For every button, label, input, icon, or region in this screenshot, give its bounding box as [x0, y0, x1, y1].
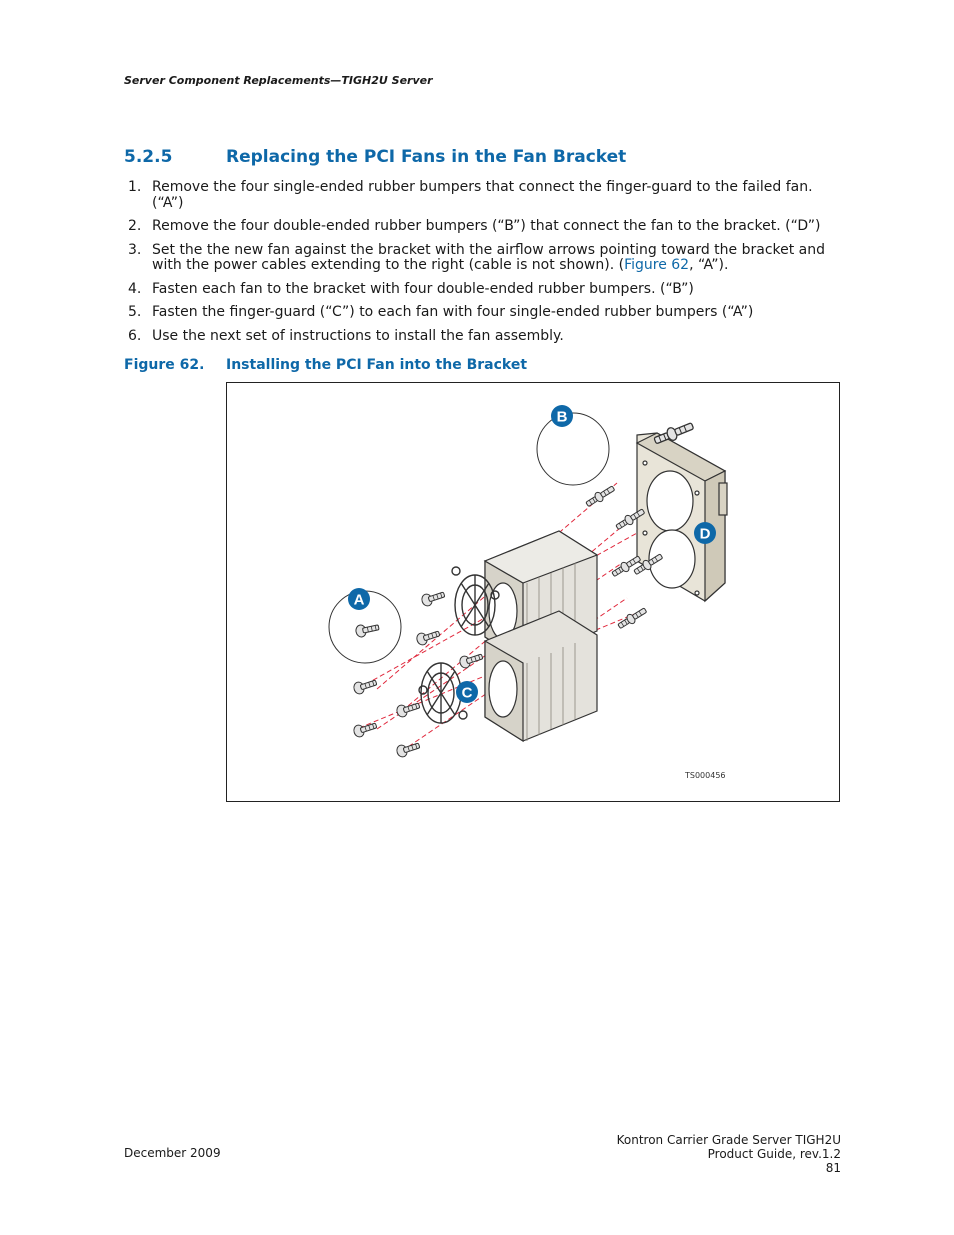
step-6 — [128, 329, 838, 345]
section-number: 5.2.5 — [124, 147, 173, 167]
callout-a-label: A — [353, 591, 365, 609]
section-title: Replacing the PCI Fans in the Fan Bracket — [226, 147, 627, 167]
step-text: Use the next set of instructions to install the fan assembly. — [152, 327, 564, 344]
callout-b-label: B — [556, 408, 568, 426]
footer-product-info — [617, 1133, 841, 1175]
procedure-steps — [128, 180, 838, 352]
step-2 — [128, 219, 838, 235]
fan-bracket — [637, 433, 727, 601]
step-text: Remove the four double-ended rubber bumpers (“B”) that connect the fan to the bracket. (“D”) — [152, 218, 821, 234]
footer-date: December 2009 — [124, 1146, 221, 1160]
step-text: Fasten the finger-guard (“C”) to each fan with four single-ended rubber bumpers (“A”) — [152, 304, 754, 320]
callout-a — [348, 588, 370, 610]
step-text-end: , “A”). — [689, 257, 729, 273]
figure-title: Installing the PCI Fan into the Bracket — [226, 357, 528, 373]
callout-c — [456, 681, 478, 703]
step-number: 4. — [128, 280, 142, 297]
footer-product: Kontron Carrier Grade Server TIGH2U — [616, 1133, 841, 1147]
callout-b — [551, 405, 573, 427]
step-text: Remove the four single-ended rubber bumpers that connect the finger-guard to the failed fan. (“A”) — [152, 179, 813, 211]
figure-frame — [226, 382, 840, 802]
step-text: Set the the new fan against the bracket with the airflow arrows pointing toward the bracket and with the power cables extending to the right (cable is not shown). ( — [152, 241, 826, 273]
callout-d-label: D — [699, 525, 711, 543]
figure-62-link[interactable]: Figure 62 — [624, 257, 690, 273]
step-3 — [128, 243, 838, 274]
footer-guide: Product Guide, rev.1.2 — [707, 1147, 841, 1161]
step-1 — [128, 180, 838, 211]
callout-d — [694, 522, 716, 544]
figure-number: Figure 62. — [124, 357, 205, 373]
section-heading — [124, 147, 626, 167]
running-header: Server Component Replacements—TIGH2U Server — [124, 74, 433, 87]
step-number: 2. — [128, 218, 142, 234]
step-4 — [128, 282, 838, 298]
figure-image-id: TS000456 — [685, 771, 726, 780]
step-number: 5. — [128, 304, 142, 320]
figure-caption — [124, 357, 527, 373]
step-number: 3. — [128, 241, 142, 258]
step-number: 6. — [128, 327, 142, 344]
step-number: 1. — [128, 179, 142, 195]
step-text: Fasten each fan to the bracket with four double-ended rubber bumpers. (“B”) — [152, 280, 694, 297]
step-5 — [128, 305, 838, 321]
callout-c-label: C — [461, 684, 473, 702]
fan-assembly-illustration — [227, 383, 839, 801]
page-number: 81 — [825, 1161, 841, 1175]
